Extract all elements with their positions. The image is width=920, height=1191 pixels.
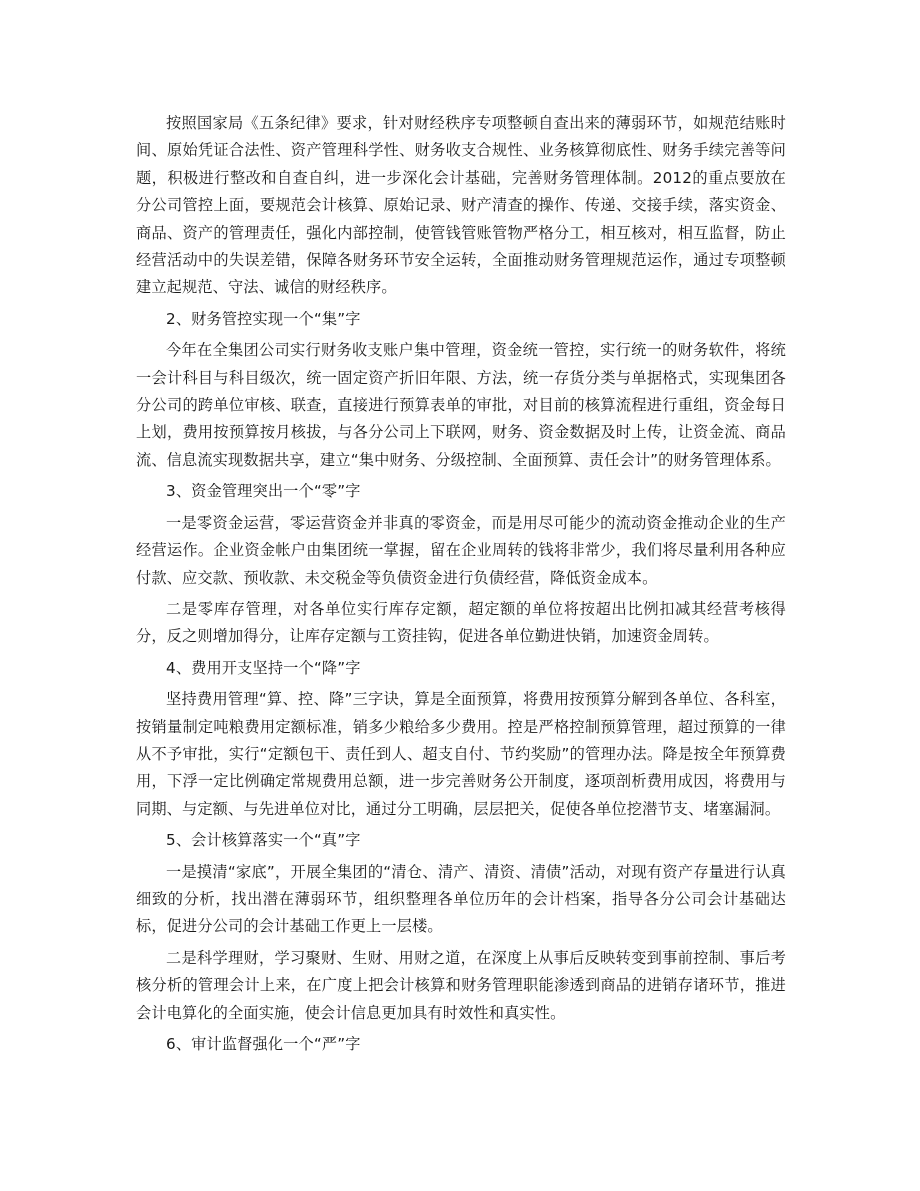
section-heading-6: 6、审计监督强化一个“严”字 [166, 1035, 361, 1053]
section-heading-3: 3、资金管理突出一个“零”字 [166, 482, 361, 501]
paragraph-cost-reduction: 坚持费用管理“算、控、降”三字诀，算是全面预算，将费用按预算分解到各单位、各科室，按销量制定吨粮费用定额标准，销多少粮给多少费用。控是严格控制预算管理，超过预算的一律从不予审批，实行“定额包干、责任到人、超支自付、节约奖励”的管理办法。降是按全年预算费用，下浮一定比例确定常规费用总额，进一步完善财务公开制度，逐项剖析费用成因，将费用与同期、与定额、与先进单位对比，通过分工明确，层层把关，促使各单位挖潜节支、堵塞漏洞。 [136, 690, 786, 818]
paragraph-intro: 按照国家局《五条纪律》要求，针对财经秩序专项整顿自查出来的薄弱环节，如规范结账时间、原始凭证合法性、资产管理科学性、财务收支合规性、业务核算彻底性、财务手续完善等问题，积极进行整改和自查自纠，进一步深化会计基础，完善财务管理体制。2012的重点要放在分公司管控上面，要规范会计核算、原始记录、财产清查的操作、传递、交接手续，落实资金、商品、资产的管理责任，强化内部控制，使管钱管账管物严格分工，相互核对，相互监督，防止经营活动中的失误差错，保障各财务环节安全运转，全面推动财务管理规范运作，通过专项整顿建立起规范、守法、诚信的财经秩序。 [136, 114, 786, 297]
paragraph-scientific-finance: 二是科学理财，学习聚财、生财、用财之道，在深度上从事后反映转变到事前控制、事后考核分析的管理会计上来，在广度上把会计核算和财务管理职能渗透到商品的进销存诸环节，推进会计电算化的全面实施，使会计信息更加具有时效性和真实性。 [136, 948, 786, 1022]
paragraph-asset-audit: 一是摸清“家底”，开展全集团的“清仓、清产、清资、清债”活动，对现有资产存量进行认真细致的分析，找出潜在薄弱环节，组织整理各单位历年的会计档案，指导各分公司会计基础达标，促进分公司的会计基础工作更上一层楼。 [136, 862, 786, 936]
paragraph-zero-capital: 一是零资金运营，零运营资金并非真的零资金，而是用尽可能少的流动资金推动企业的生产经营运作。企业资金帐户由集团统一掌握，留在企业周转的钱将非常少，我们将尽量利用各种应付款、应交款、预收款、未交税金等负债资金进行负债经营，降低资金成本。 [136, 513, 786, 587]
section-heading-2: 2、财务管控实现一个“集”字 [166, 309, 361, 328]
document-body [136, 110, 786, 1058]
paragraph-centralized-finance: 今年在全集团公司实行财务收支账户集中管理，资金统一管控，实行统一的财务软件，将统一会计科目与科目级次，统一固定资产折旧年限、方法，统一存货分类与单据格式，实现集团各分公司的跨单位审核、联查，直接进行预算表单的审批，对目前的核算流程进行重组，资金每日上划，费用按预算按月核拔，与各分公司上下联网，财务、资金数据及时上传，让资金流、商品流、信息流实现数据共享，建立“集中财务、分级控制、全面预算、责任会计”的财务管理体系。 [136, 341, 786, 469]
paragraph-zero-inventory: 二是零库存管理，对各单位实行库存定额，超定额的单位将按超出比例扣减其经营考核得分，反之则增加得分，让库存定额与工资挂钩，促进各单位勤进快销，加速资金周转。 [136, 599, 786, 646]
section-heading-5: 5、会计核算落实一个“真”字 [166, 831, 361, 850]
section-heading-4: 4、费用开支坚持一个“降”字 [166, 658, 361, 677]
